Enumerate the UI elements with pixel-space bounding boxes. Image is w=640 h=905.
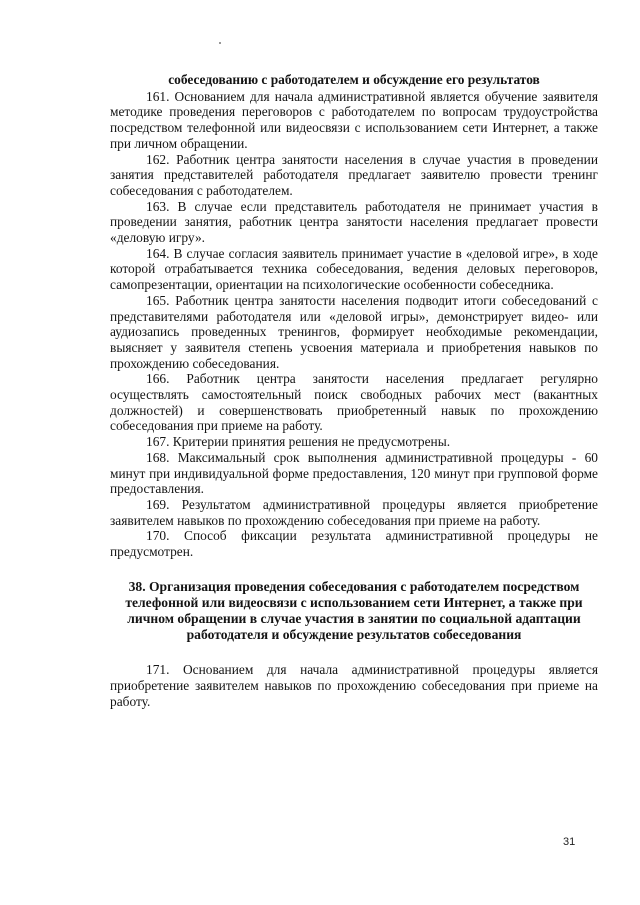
heading-continuation: собеседованию с работодателем и обсуждение его результатов xyxy=(168,72,540,87)
paragraph-171: 171. Основанием для начала административной процедуры является приобретение заявителем навыков по прохождению собеседования при приеме на работу. xyxy=(110,662,598,709)
section-title: 38. Организация проведения собеседования с работодателем посредством телефонной или видеосвязи с использованием сети Интернет, а также при личном обращении в случае участия в занятии по социальной адаптации работодателя и обсуждение результатов собеседования xyxy=(125,578,583,642)
paragraph-165: 165. Работник центра занятости населения подводит итоги собеседований с представителями работодателя или «деловой игры», демонстрирует видео- или аудиозапись проведенных тренингов, формирует необходимые рекомендации, выясняет у заявителя степень усвоения материала и приобретения навыков по прохождению собеседования. xyxy=(110,292,598,371)
paragraph-169: 169. Результатом административной процедуры является приобретение заявителем навыков по прохождению собеседования при приеме на работу. xyxy=(110,496,598,528)
paragraph-170: 170. Способ фиксации результата административной процедуры не предусмотрен. xyxy=(110,528,598,560)
paragraph-161: 161. Основанием для начала административной является обучение заявителя методике проведения переговоров с работодателем по вопросам трудоустройства посредством телефонной или видеосвязи с использованием сети Интернет, а также при личном обращении. xyxy=(110,88,598,151)
paragraph-163: 163. В случае если представитель работодателя не принимает участия в проведении занятия, работник центра занятости населения предлагает провести «деловую игру». xyxy=(110,198,598,246)
section-spacer xyxy=(110,642,598,662)
paragraph-166: 166. Работник центра занятости населения предлагает регулярно осуществлять самостоятельный поиск свободных рабочих мест (вакантных должностей) и совершенствовать приобретенный навык по прохождению собеседования при приеме на работу. xyxy=(110,371,598,434)
scan-speck xyxy=(219,42,221,44)
paragraph-164: 164. В случае согласия заявитель принимает участие в «деловой игре», в ходе которой отрабатывается техника собеседования, ведения деловых переговоров, самопрезентации, ориентации на психологические особенности собеседника. xyxy=(110,245,598,293)
paragraph-168: 168. Максимальный срок выполнения административной процедуры - 60 минут при индивидуальной форме предоставления, 120 минут при групповой форме предоставления. xyxy=(110,449,598,497)
paragraph-167: 167. Критерии принятия решения не предусмотрены. xyxy=(146,434,451,450)
page-number: 31 xyxy=(563,836,576,848)
paragraph-162: 162. Работник центра занятости населения в случае участия в проведении занятия представителей работодателя предлагает заявителю провести тренинг собеседования с работодателем. xyxy=(110,151,598,198)
document-body xyxy=(110,72,598,710)
